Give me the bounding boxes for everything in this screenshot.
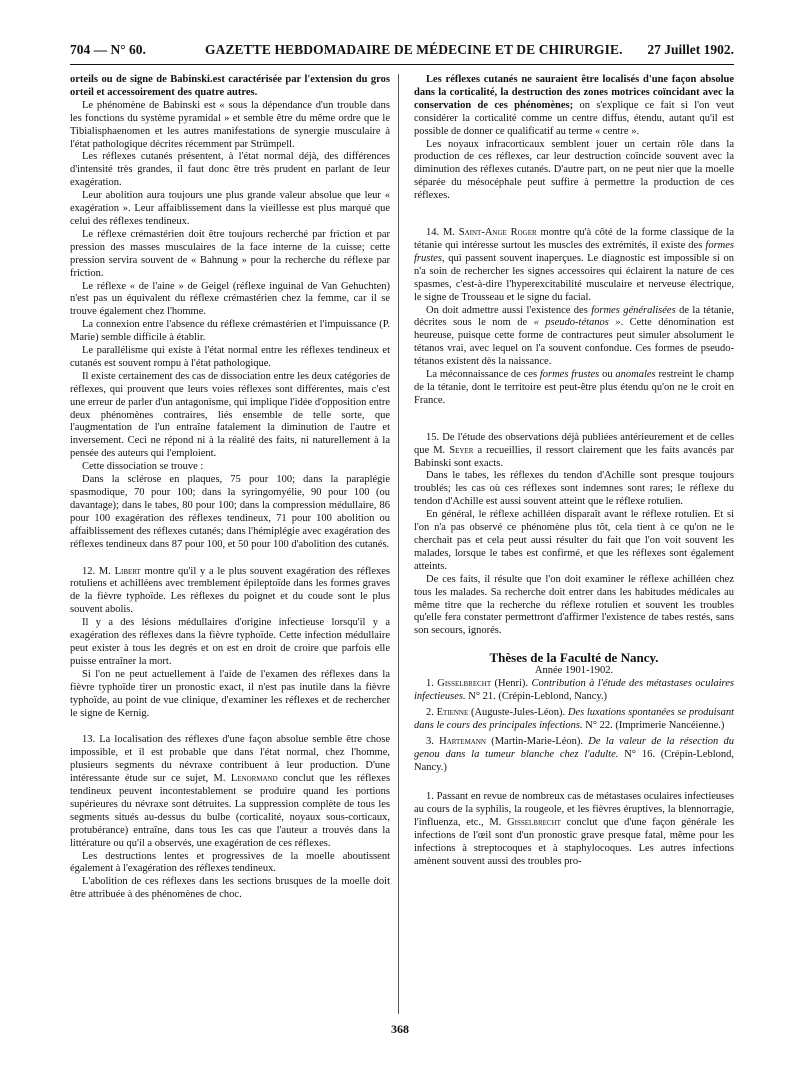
paragraph: La connexion entre l'absence du réflexe crémastérien et l'impuissance (P. Marie) semble difficile à établir. — [70, 319, 390, 344]
paragraph: Cette dissociation se trouve : — [82, 461, 204, 473]
paragraph: Le phénomène de Babinski est « sous la dépendance d'un trouble dans les fonctions du système pyramidal » et semble être du même ordre que le Tibialisphaenomen et les autres manifestations de synergie musculaire à l'état pathologique décrites récemment par Strümpell. — [70, 99, 390, 150]
author-name: Libert — [114, 565, 141, 577]
paragraph: Le parallélisme qui existe à l'état normal entre les réflexes tendineux et cutanés est souvent rompu à l'état pathologique. — [70, 345, 390, 369]
paragraph: Dans le tabes, les réflexes du tendon d'Achille sont presque toujours troublés; les cas où ces réflexes sont indemnes sont rares; le réflexe du tendon d'Achille est aussi souvent atteint que le réflexe rotulien. — [414, 470, 734, 508]
paragraph: 1. Passant en revue de nombreux cas de métastases oculaires infectieuses au cours de la syphilis, la rougeole, et les fièvres éruptives, la blennorragie, l'influenza, etc., M. Gisselbrecht conclut que d'une façon générale les infections de l'œil sont d'un pronostic grave presque fatal, même pour les infections à streptocoques et à staphylocoques. Les autres infections amènent souvent aussi des troubles pro- — [414, 791, 735, 867]
paragraph: Il y a des lésions médullaires d'origine infectieuse lorsqu'il y a exagération des réflexes dans la fièvre typhoïde. Cette infection médullaire peut exister à tous les degrés et on est en droit de croire que parfois elle puisse entraîner la mort. — [70, 617, 390, 667]
item-14: 14. M. Saint-Ange Roger montre qu'à côté de la forme classique de la tétanie qui intéresse surtout les muscles des extrémités, il existe des formes frustes, qui passent souvent inaperçues. Le diagnostic est impossible si on n'a soin de rechercher les signes accessoires qui éclairent la nature de ces spasmes, c'est-à-dire l'hyperexcitabilité musculaire et nerveuse électrique, le signe de Trousseau et le signe du facial. — [414, 227, 735, 303]
right-lead-paragraph: Les réflexes cutanés ne sauraient être localisés d'une façon absolue dans la corticalité, la destruction des zones motrices coïncidant avec la conservation de ces phénomènes; on s'explique ce fait si l'on veut considérer la corticalité comme un centre diffus, étendu, autant qu'il est possible de donner ce qualificatif au terme « centre ». — [414, 74, 734, 137]
section-title: Thèses de la Faculté de Nancy. — [489, 650, 659, 666]
column-divider — [398, 74, 399, 1014]
paragraph: Le réflexe « de l'aine » de Geigel (réflexe inguinal de Van Gehuchten) n'est pas un équivalent du réflexe crémastérien chez la femme, car il se trouve également chez l'homme. — [70, 280, 390, 318]
item-13: 13. La localisation des réflexes d'une façon absolue semble être chose impossible, et il est probable que dans l'état normal, chez l'homme, plusieurs segments du névraxe contribuent à leur production. D'une intéressante étude sur ce sujet, M. Lenormand conclut que les réflexes tendineux peuvent incontestablement se produire quand les portions supérieures du névraxe sont détruites. La suppression complète de tous les segments situés au-dessus du bulbe (corticalité, noyaux sous-corticaux, protubérance) entraîne, dans tous les cas que l'auteur a trouvés dans la littérature ou qu'il a observés, une exagération de ces réflexes. — [70, 734, 391, 849]
item-15: 15. De l'étude des observations déjà publiées antérieurement et de celles que M. Seyer a recueillies, il ressort clairement que les faits avancés par Babinski sont exacts. — [414, 431, 735, 469]
item-12: 12. M. Libert montre qu'il y a le plus souvent exagération des réflexes rotuliens et achilléens avec tremblement épileptoïde dans les formes graves de la fièvre typhoïde. Les réflexes du poignet et du coude sont le plus souvent abolis. — [70, 565, 391, 616]
paragraph: En général, le réflexe achilléen disparaît avant le réflexe rotulien. Et si l'on n'a pas observé ce phénomène plus tôt, cela tient à ce qu'on ne le cherchait pas et cela peut aussi résulter du fait que l'on voit souvent les malades, lorsque le tabes est confirmé, et que les réflexes sont également atteints. — [414, 509, 734, 572]
thesis-entry: 2. Etienne (Auguste-Jules-Léon). Des luxations spontanées se produisant dans le cours des principales infections. N° 22. (Imprimerie Nancéienne.) — [414, 706, 735, 731]
author-name: Saint-Ange Roger — [458, 227, 537, 239]
author-name: Lenormand — [230, 773, 278, 785]
thesis-entry: 3. Hartemann (Martin-Marie-Léon). De la valeur de la résection du genou dans la tumeur blanche chez l'adulte. N° 16. (Crépin-Leblond, Nancy.) — [414, 735, 735, 773]
page-number: 368 — [391, 1022, 409, 1036]
paragraph: Les réflexes cutanés présentent, à l'état normal déjà, des différences d'intensité très grandes, il faut donc être très prudent en parlant de leur exagération. — [70, 151, 390, 189]
header-rule — [70, 64, 734, 65]
left-column — [70, 74, 390, 902]
header-date: 27 Juillet 1902. — [647, 42, 734, 57]
left-lead-paragraph: orteils ou de signe de Babinski.est caractérisée par l'extension du gros orteil et accessoirement des quatre autres. — [70, 74, 390, 98]
right-column — [414, 74, 734, 869]
section-year: Année 1901-1902. — [534, 665, 614, 677]
paragraph: Si l'on ne peut actuellement à l'aide de l'examen des réflexes dans la fièvre typhoïde tirer un pronostic exact, il n'est pas inutile dans la fièvre typhoïde, au point de vue clinique, d'examiner les réflexes et de rechercher le signe de Kernig. — [70, 668, 390, 719]
paragraph: De ces faits, il résulte que l'on doit examiner le réflexe achilléen chez tous les malades. Sa recherche doit entrer dans les habitudes médicales au même titre que la recherche du réflexe rotulien et souvent les troubles qu'elle fera constater permettront d'affirmer l'existence de tabes restés, sans son secours, ignorés. — [414, 573, 734, 637]
paragraph: Les destructions lentes et progressives de la moelle aboutissent également à l'exagération des réflexes tendineux. — [70, 850, 390, 875]
author-name: Seyer — [449, 444, 474, 456]
paragraph: Il existe certainement des cas de dissociation entre les deux catégories de réflexes, qui prouvent que leurs voies réflexes sont différentes, mais c'est une erreur de parler d'un antagonisme, qui implique l'idée d'opposition entre deux phénomènes contraires, liés ensemble de telle sorte, que l'augmentation de l'un entraîne fatalement la diminution de l'autre et inversement. Ceci ne répond ni à la réalité des faits, ni naturellement à la pensée des auteurs qui l'emploient. — [70, 370, 390, 460]
author-name: Gisselbrecht — [507, 817, 561, 829]
thesis-entry: 1. Gisselbrecht (Henri). Contribution à l'étude des métastases oculaires infectieuses. N° 21. (Crépin-Leblond, Nancy.) — [414, 678, 734, 702]
paragraph: On doit admettre aussi l'existence des formes généralisées de la tétanie, décrites sous le nom de « pseudo-tétanos ». Cette dénomination est heureuse, puisque cette forme de contractures peut simuler absolument le tétanos vrai, avec lequel on l'a souvent confondue. Ces formes de pseudo-tétanos existent dès la naissance. — [414, 304, 735, 368]
header-journal-title: GAZETTE HEBDOMADAIRE DE MÉDECINE ET DE CHIRURGIE. — [205, 42, 623, 57]
paragraph: Leur abolition aura toujours une plus grande valeur absolue que leur « exagération ». Leur affaiblissement dans la vieillesse est plus marqué que celui des réflexes tendineux. — [70, 190, 390, 227]
paragraph: L'abolition de ces réflexes dans les sections brusques de la moelle doit être attribuée à des phénomènes de choc. — [70, 876, 390, 901]
header-issue-number: 704 — N° 60. — [70, 42, 146, 57]
paragraph: Le réflexe crémastérien doit être toujours recherché par friction et par pression des masses musculaires de la face interne de la cuisse; cette pression servira souvent de « Bahnung » pour la recherche du réflexe par friction. — [70, 228, 390, 279]
paragraph: La méconnaissance de ces formes frustes ou anomales restreint le champ de la tétanie, dont le territoire est peut-être plus étendu qu'on ne le croit en France. — [414, 369, 735, 406]
running-header — [70, 42, 734, 64]
paragraph: Dans la sclérose en plaques, 75 pour 100; dans la paraplégie spasmodique, 70 pour 100; dans la syringomyélie, 90 pour 100 (ou davantage); dans le tabes, 80 pour 100; dans la compression médullaire, 86 pour 100 exagération des réflexes tendineux, 71 pour 100 abolition ou affaiblissement des réflexes cutanés; dans l'hémiplégie avec exagération des réflexes tendineux dans 87 pour 100, et 50 pour 100 d'abolition des cutanés. — [70, 474, 390, 550]
paragraph: Les noyaux infracorticaux semblent jouer un certain rôle dans la production de ces réflexes, car leur destruction coïncide souvent avec la diminution des réflexes cutanés. D'autre part, on ne peut nier que la moelle séparée du mésocéphale peut suffire à permettre la production de ces réflexes. — [414, 138, 734, 202]
